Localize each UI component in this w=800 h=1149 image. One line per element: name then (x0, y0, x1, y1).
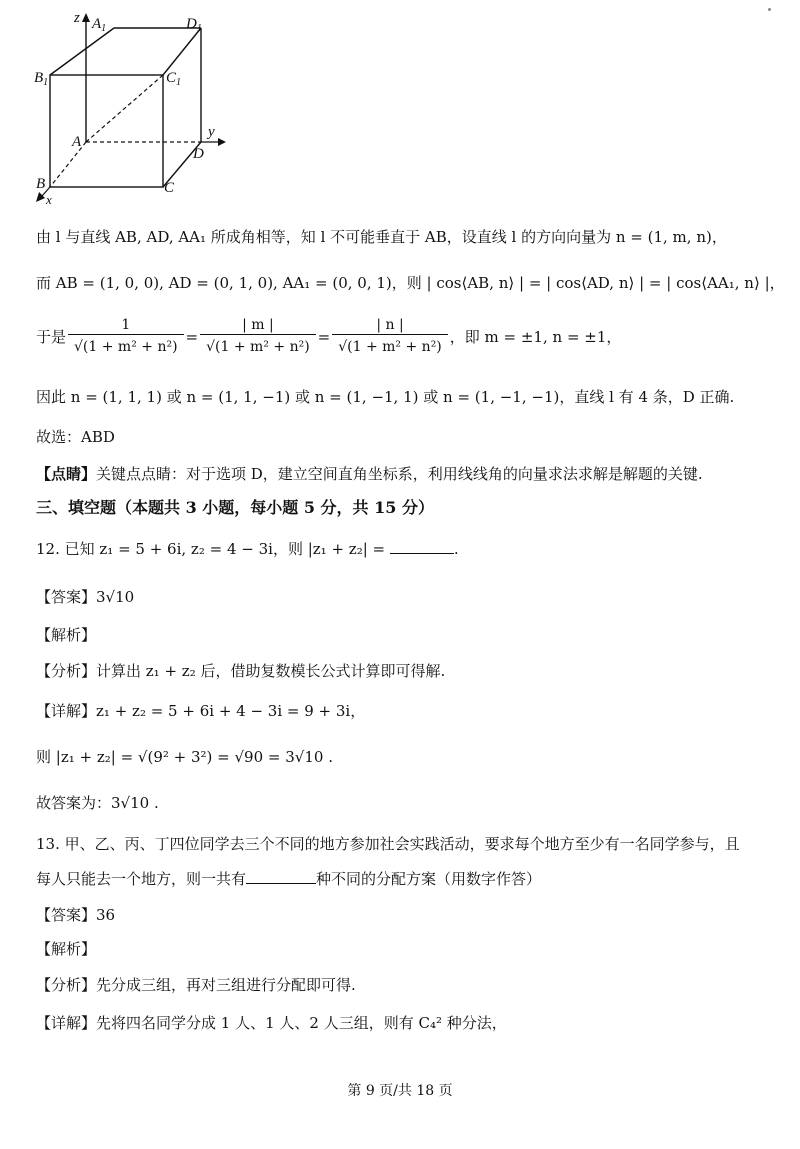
label-a: A (72, 134, 82, 150)
solution-line-1: 由 l 与直线 AB, AD, AA₁ 所成角相等，知 l 不可能垂直于 AB，设直线 l 的方向向量为 n = (1, m, n)， (36, 228, 727, 246)
label-a1: $A_1$ (92, 16, 107, 34)
fraction-2-den: √(1 + m² + n²) (200, 334, 316, 357)
section-heading: 三、填空题（本题共 3 小题，每小题 5 分，共 15 分） (36, 498, 434, 517)
q12-stem-text: 12. 已知 z₁ = 5 + 6i, z₂ = 4 − 3i，则 |z₁ + z₂| = (36, 540, 386, 558)
q13-xiangjie (36, 1012, 507, 1034)
fraction-1 (68, 316, 184, 357)
q12-answer-tag: 【答案】 (36, 588, 97, 606)
label-c: C (164, 180, 175, 196)
q13-stem-1: 13. 甲、乙、丙、丁四位同学去三个不同的地方参加社会实践活动，要求每个地方至少有一名同学参与，且 (36, 835, 740, 853)
solution-line-2: 而 AB = (1, 0, 0), AD = (0, 1, 0), AA₁ = (0, 0, 1)，则 | cos⟨AB, n⟩ | = | cos⟨AD, n⟩ | = | cos⟨AA₁, n⟩ |， (36, 274, 785, 292)
q12-xiangjie-tag: 【详解】 (36, 702, 97, 720)
q12-blank (390, 539, 454, 554)
fraction-2 (200, 316, 316, 357)
q13-answer-tag: 【答案】 (36, 906, 97, 924)
q13-stem-2 (36, 868, 541, 890)
label-y: y (208, 124, 215, 140)
equals-2: = (317, 327, 331, 346)
q12-final: 故答案为：3√10 . (36, 794, 159, 812)
fraction-1-num: 1 (121, 317, 131, 333)
q13-fenxi-text: 先分成三组，再对三组进行分配即可得. (96, 976, 356, 994)
q12-jiexi: 【解析】 (36, 626, 97, 644)
q13-jiexi: 【解析】 (36, 940, 97, 958)
q13-blank (246, 869, 316, 884)
q13-fenxi (36, 974, 356, 996)
fraction-3-num: | n | (376, 317, 404, 333)
q12-answer (36, 586, 134, 608)
label-d: D (193, 146, 204, 162)
solution-line-3 (36, 316, 621, 357)
label-c1: $C_1$ (166, 70, 182, 88)
solution-line-5: 故选：ABD (36, 428, 115, 446)
q12-stem-end: . (453, 540, 459, 558)
q13-answer (36, 904, 115, 926)
solution-line-4: 因此 n = (1, 1, 1) 或 n = (1, 1, −1) 或 n = (1, −1, 1) 或 n = (1, −1, −1)，直线 l 有 4 条，D 正确. (36, 388, 735, 406)
q13-answer-value: 36 (96, 906, 116, 924)
q12-fenxi (36, 660, 445, 682)
line3-suffix: ，即 m = ±1, n = ±1， (449, 327, 622, 346)
q13-stem-2-post: 种不同的分配方案（用数字作答） (316, 870, 542, 888)
q12-stem (36, 538, 459, 560)
fraction-3 (332, 316, 448, 357)
dianjing-line (36, 463, 703, 485)
q12-xiangjie-text: z₁ + z₂ = 5 + 6i + 4 − 3i = 9 + 3i， (96, 702, 366, 720)
q13-fenxi-tag: 【分析】 (36, 976, 97, 994)
q12-then: 则 |z₁ + z₂| = √(9² + 3²) = √90 = 3√10 . (36, 748, 333, 766)
cube-figure (30, 8, 270, 208)
fraction-2-num: | m | (242, 317, 274, 333)
label-b1: $B_1$ (34, 70, 49, 88)
dianjing-text: 关键点点睛：对于选项 D，建立空间直角坐标系，利用线线角的向量求法求解是解题的关键. (96, 465, 703, 483)
fraction-3-den: √(1 + m² + n²) (332, 334, 448, 357)
q12-fenxi-tag: 【分析】 (36, 662, 97, 680)
q13-stem-2-pre: 每人只能去一个地方，则一共有 (36, 870, 247, 888)
q13-xiangjie-tag: 【详解】 (36, 1014, 97, 1032)
equals-1: = (185, 327, 199, 346)
q12-xiangjie (36, 700, 365, 722)
label-x: x (46, 192, 52, 207)
dianjing-tag: 【点睛】 (36, 465, 97, 483)
q12-answer-value: 3√10 (96, 588, 135, 606)
label-b: B (36, 176, 46, 192)
line3-prefix: 于是 (36, 327, 67, 346)
q12-fenxi-text: 计算出 z₁ + z₂ 后，借助复数模长公式计算即可得解. (96, 662, 446, 680)
fraction-1-den: √(1 + m² + n²) (68, 334, 184, 357)
label-z: z (74, 10, 80, 26)
page-footer: 第 9 页/共 18 页 (347, 1083, 453, 1099)
scan-dot (768, 8, 771, 11)
label-d1: $D_1$ (186, 16, 202, 34)
q13-xiangjie-text: 先将四名同学分成 1 人、1 人、2 人三组，则有 C₄² 种分法， (96, 1014, 507, 1032)
